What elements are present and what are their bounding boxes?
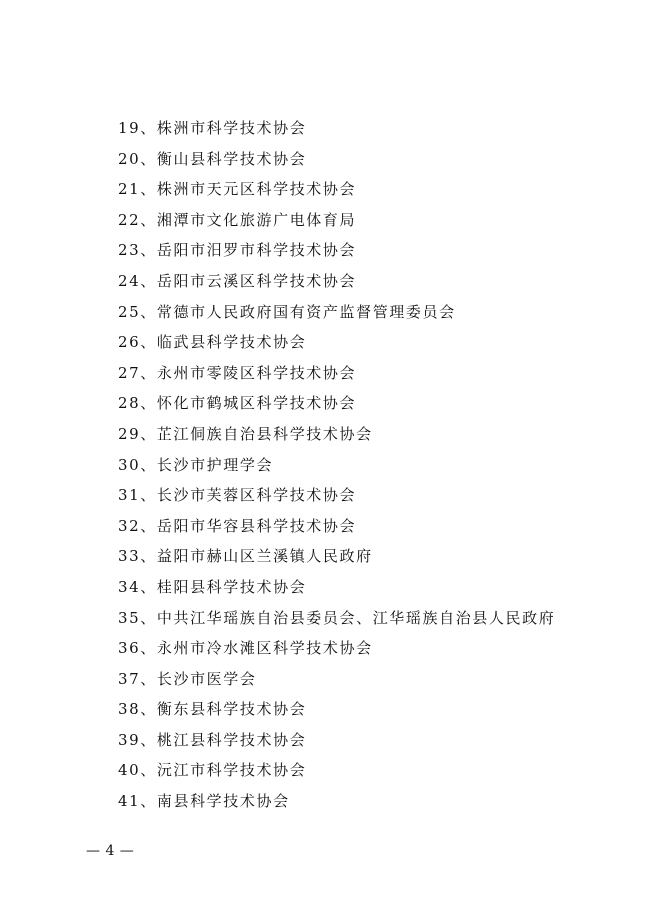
list-item: 39、桃江县科学技术协会 (118, 730, 307, 749)
page-number: — 4 — (86, 843, 135, 859)
list-item: 34、桂阳县科学技术协会 (118, 577, 307, 596)
list-item: 40、沅江市科学技术协会 (118, 761, 307, 780)
list-item: 29、芷江侗族自治县科学技术协会 (118, 424, 373, 443)
list-item: 25、常德市人民政府国有资产监督管理委员会 (118, 302, 456, 321)
list-item: 33、益阳市赫山区兰溪镇人民政府 (118, 547, 373, 566)
list-item: 24、岳阳市云溪区科学技术协会 (118, 271, 357, 290)
list-item: 35、中共江华瑶族自治县委员会、江华瑶族自治县人民政府 (118, 608, 556, 627)
list-item: 26、临武县科学技术协会 (118, 333, 307, 352)
list-item: 27、永州市零陵区科学技术协会 (118, 363, 357, 382)
list-item: 37、长沙市医学会 (118, 669, 257, 688)
list-item: 38、衡东县科学技术协会 (118, 700, 307, 719)
list-item: 31、长沙市芙蓉区科学技术协会 (118, 486, 357, 505)
list-item: 28、怀化市鹤城区科学技术协会 (118, 394, 357, 413)
list-item: 30、长沙市护理学会 (118, 455, 274, 474)
list-item: 23、岳阳市汨罗市科学技术协会 (118, 241, 357, 260)
list-item: 20、衡山县科学技术协会 (118, 149, 307, 168)
list-item: 32、岳阳市华容县科学技术协会 (118, 516, 357, 535)
list-item: 19、株洲市科学技术协会 (118, 119, 307, 137)
organization-list (118, 113, 555, 817)
list-item: 41、南县科学技术协会 (118, 792, 290, 811)
list-item: 36、永州市冷水滩区科学技术协会 (118, 639, 373, 658)
list-item: 22、湘潭市文化旅游广电体育局 (118, 210, 357, 229)
list-item: 21、株洲市天元区科学技术协会 (118, 180, 357, 199)
